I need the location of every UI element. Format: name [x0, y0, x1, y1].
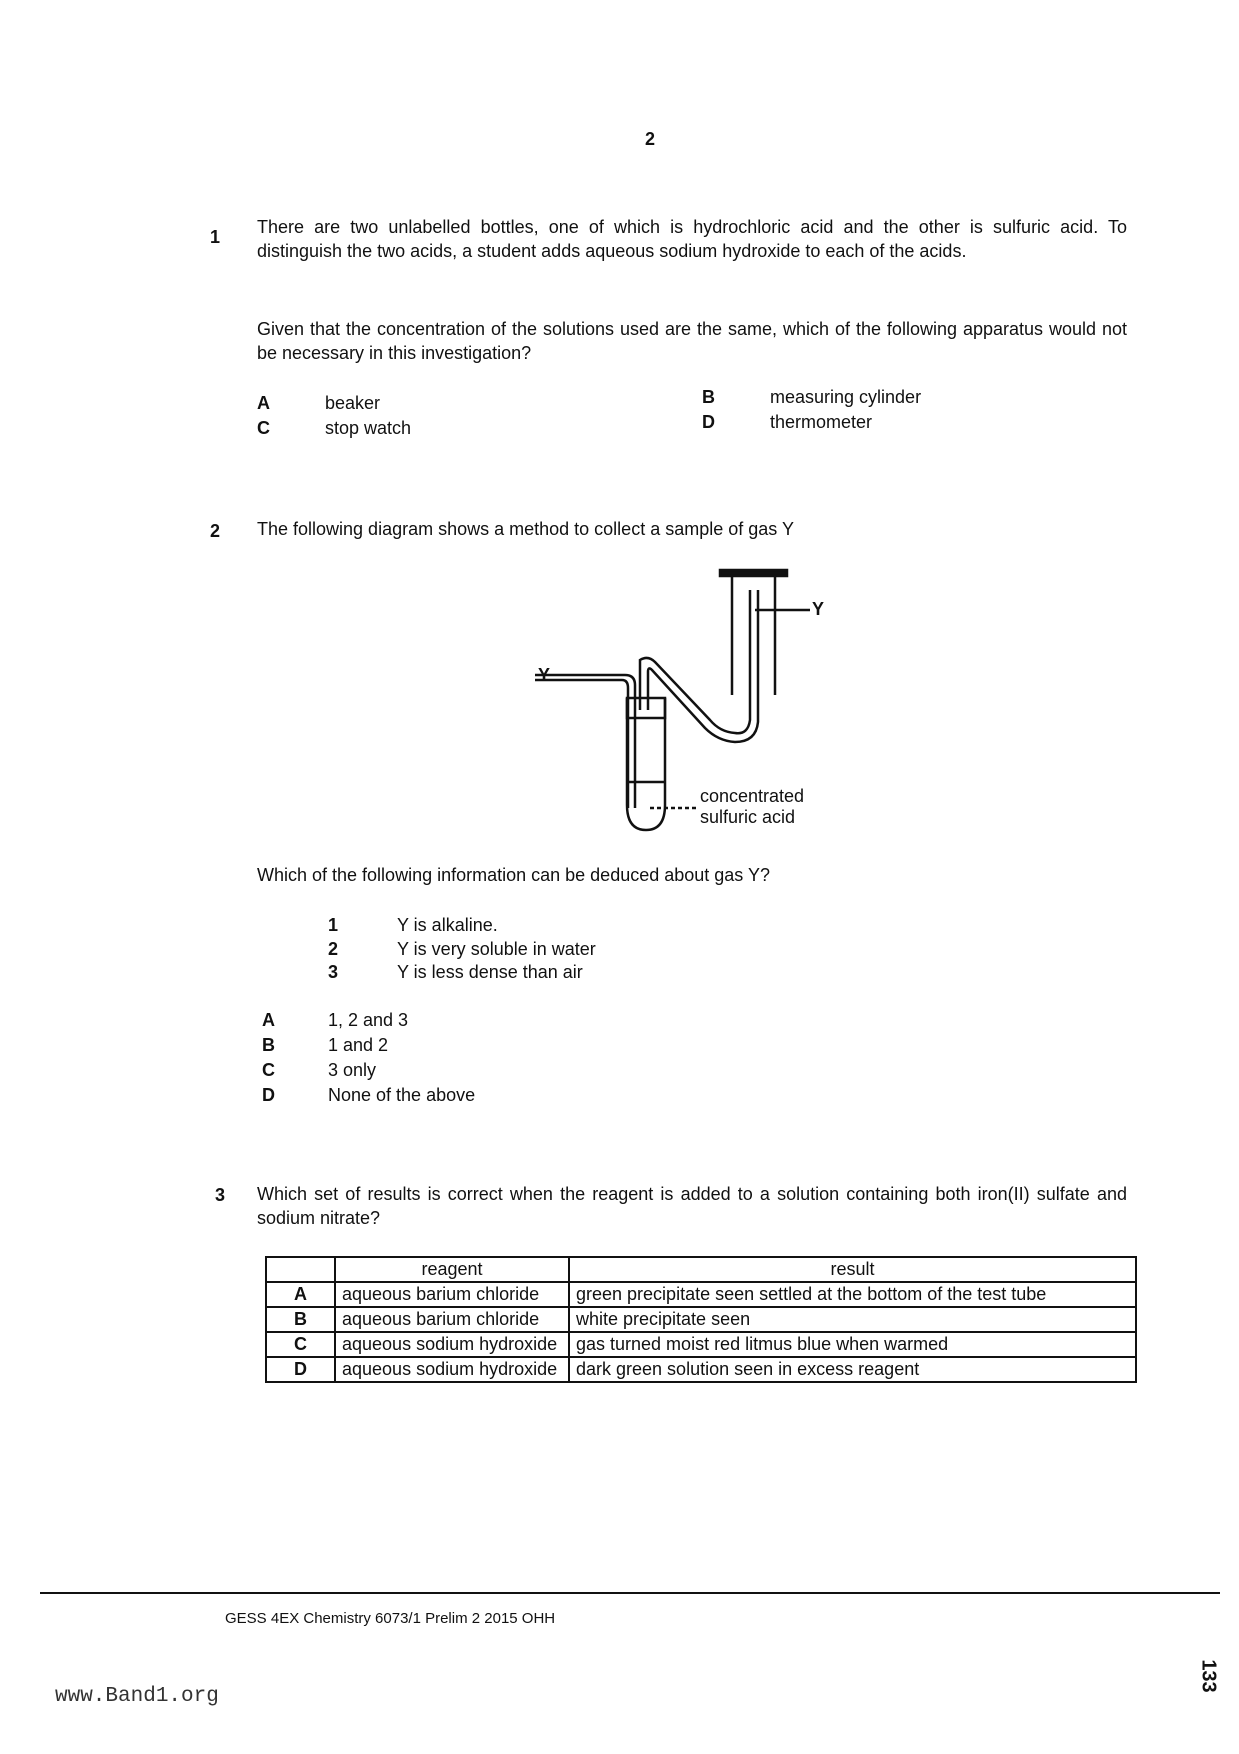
side-page-number: 133 — [1197, 1659, 1220, 1693]
q1-option-c: stop watch — [325, 418, 412, 438]
gas-label-out: Y — [812, 599, 825, 619]
table-row — [266, 1357, 1136, 1382]
header-reagent: reagent — [335, 1257, 569, 1282]
q2-option-letter: A — [262, 1010, 275, 1030]
delivery-tube — [640, 590, 750, 733]
q2-option-letter: D — [262, 1085, 275, 1105]
question-2-prompt: Which of the following information can be deduced about gas Y? — [257, 865, 770, 885]
row-result: green precipitate seen settled at the bottom of the test tube — [569, 1282, 1136, 1307]
table-header-row — [266, 1257, 1136, 1282]
question-1-text: There are two unlabelled bottles, one of which is hydrochloric acid and the other is sulfuric acid. To distinguish the two acids, a student adds aqueous sodium hydroxide to each of the acids. — [257, 217, 1127, 261]
q1-option-c-letter: C — [257, 418, 270, 438]
row-reagent: aqueous barium chloride — [335, 1282, 569, 1307]
row-result: white precipitate seen — [569, 1307, 1136, 1332]
question-1-text-2: Given that the concentration of the solutions used are the same, which of the following apparatus would not be necessary in this investigation? — [257, 319, 1127, 363]
footer-divider — [40, 1592, 1220, 1594]
statement-number: 3 — [328, 962, 339, 982]
row-result: gas turned moist red litmus blue when warmed — [569, 1332, 1136, 1357]
footer-text: GESS 4EX Chemistry 6073/1 Prelim 2 2015 OHH — [225, 1610, 556, 1627]
q1-option-b-letter: B — [702, 387, 715, 407]
acid-label-1: concentrated — [700, 786, 805, 806]
acid-label-2: sulfuric acid — [700, 807, 796, 827]
row-letter: A — [266, 1282, 335, 1307]
question-3-number: 3 — [215, 1185, 226, 1205]
results-table — [265, 1256, 1137, 1383]
q2-option-text: 3 only — [328, 1060, 377, 1080]
q2-option-letter: B — [262, 1035, 275, 1055]
header-blank — [266, 1257, 335, 1282]
table-row — [266, 1332, 1136, 1357]
q1-option-d-letter: D — [702, 412, 715, 432]
q1-option-a-letter: A — [257, 393, 270, 413]
q2-option-text: 1 and 2 — [328, 1035, 389, 1055]
watermark: www.Band1.org — [55, 1685, 219, 1708]
statement-text: Y is less dense than air — [397, 962, 583, 982]
question-2-number: 2 — [210, 521, 221, 541]
q1-option-d: thermometer — [770, 412, 873, 432]
question-3-text: Which set of results is correct when the reagent is added to a solution containing both iron(II) sulfate and sodium nitrate? — [257, 1184, 1127, 1228]
gas-label-in: Y — [538, 665, 551, 685]
gas-collection-diagram — [520, 550, 870, 850]
inlet-tube — [535, 675, 635, 808]
row-reagent: aqueous sodium hydroxide — [335, 1332, 569, 1357]
table-row — [266, 1307, 1136, 1332]
statement-text: Y is very soluble in water — [397, 939, 596, 959]
q2-option-letter: C — [262, 1060, 275, 1080]
statement-number: 1 — [328, 915, 339, 935]
row-result: dark green solution seen in excess reagent — [569, 1357, 1136, 1382]
q2-option-text: None of the above — [328, 1085, 476, 1105]
statement-number: 2 — [328, 939, 339, 959]
row-reagent: aqueous barium chloride — [335, 1307, 569, 1332]
stopper — [627, 698, 665, 718]
gas-jar-lid — [720, 570, 787, 576]
q1-option-a: beaker — [325, 393, 381, 413]
page-number: 2 — [645, 129, 656, 149]
row-letter: D — [266, 1357, 335, 1382]
question-2-text: The following diagram shows a method to collect a sample of gas Y — [257, 519, 794, 539]
row-letter: B — [266, 1307, 335, 1332]
question-1-number: 1 — [210, 227, 221, 247]
row-letter: C — [266, 1332, 335, 1357]
q1-option-b: measuring cylinder — [770, 387, 922, 407]
header-result: result — [569, 1257, 1136, 1282]
statement-text: Y is alkaline. — [397, 915, 498, 935]
table-row — [266, 1282, 1136, 1307]
q2-option-text: 1, 2 and 3 — [328, 1010, 409, 1030]
row-reagent: aqueous sodium hydroxide — [335, 1357, 569, 1382]
